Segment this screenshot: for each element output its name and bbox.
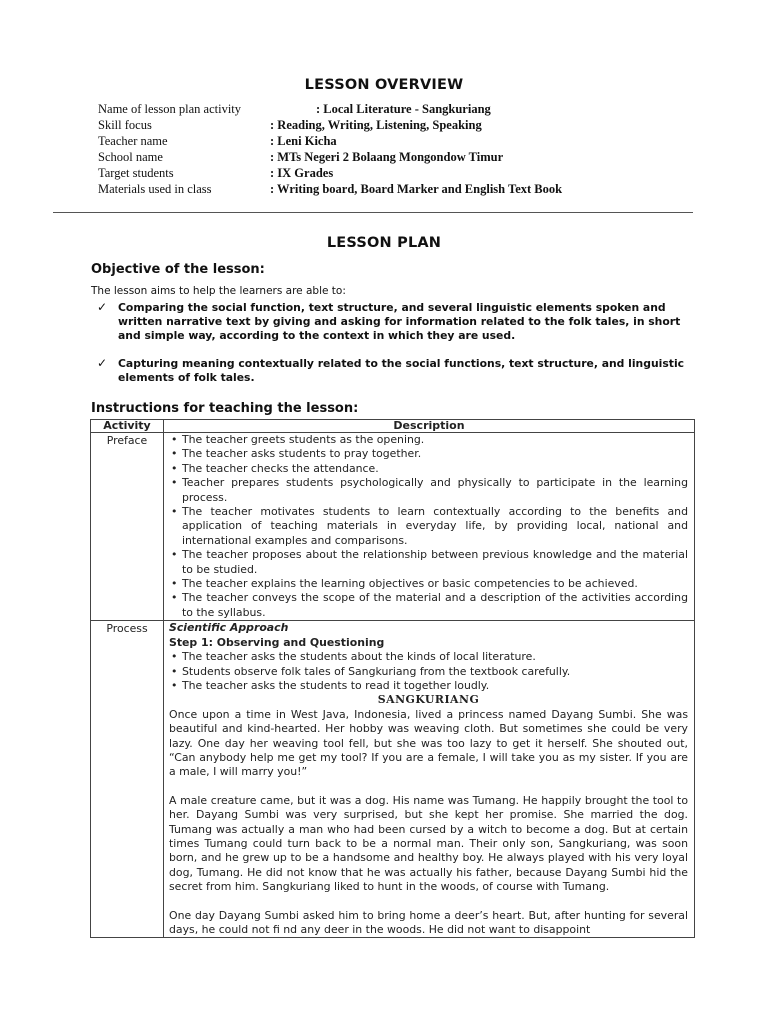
story-paragraph: Once upon a time in West Java, Indonesia, lived a princess named Dayang Sumbi. She was beautiful and kind-hearted. Her hobby was weaving cloth. But sometimes she could be very lazy. One day her weaving tool fell, but she was too lazy to get it herself. She shouted out, “Can anybody help me get my tool? If you are a female, I will take you as my sister. If you are a male, I will marry you!” xyxy=(169,707,688,779)
bullet-icon: • xyxy=(171,505,178,519)
overview-row-school xyxy=(98,149,718,165)
activity-cell: Process xyxy=(91,621,164,938)
section-divider xyxy=(53,212,693,213)
table-row-process xyxy=(91,621,695,938)
preface-list xyxy=(169,433,688,620)
objective-heading: Objective of the lesson: xyxy=(91,262,265,277)
list-item-text: The teacher motivates students to learn contextually according to the benefits and application of teaching materials in everyday life, by providing local, national and international examples and comparisons. xyxy=(182,505,688,547)
list-item xyxy=(169,447,688,461)
list-item xyxy=(169,505,688,548)
aims-intro: The lesson aims to help the learners are able to: xyxy=(91,285,346,297)
bullet-icon: • xyxy=(171,591,178,605)
overview-label: Skill focus xyxy=(98,118,152,132)
overview-label: Target students xyxy=(98,166,174,180)
activity-cell: Preface xyxy=(91,433,164,621)
overview-row-materials xyxy=(98,181,718,197)
objective-text: Comparing the social function, text structure, and several linguistic elements spoken and written narrative text by giving and asking for information related to the folk tales, in short and simple way, according to the context in which they are used. xyxy=(118,301,681,342)
objective-item xyxy=(97,301,697,343)
overview-value: : IX Grades xyxy=(270,166,334,180)
overview-value: : Local Literature - Sangkuriang xyxy=(316,102,491,116)
list-item-text: The teacher proposes about the relationship between previous knowledge and the material to be studied. xyxy=(182,548,688,576)
list-item-text: Teacher prepares students psychologically and physically to participate in the learning process. xyxy=(182,476,688,504)
overview-label: Materials used in class xyxy=(98,182,212,196)
overview-label: School name xyxy=(98,150,163,164)
overview-list xyxy=(98,101,718,197)
overview-row-skill xyxy=(98,117,718,133)
lesson-plan-title: LESSON PLAN xyxy=(326,235,442,251)
bullet-icon: • xyxy=(171,548,178,562)
approach-label: Scientific Approach xyxy=(169,621,289,635)
overview-label: Name of lesson plan activity xyxy=(98,102,242,116)
list-item xyxy=(169,665,688,679)
objective-text: Capturing meaning contextually related to the social functions, text structure, and linguistic elements of folk tales. xyxy=(118,357,685,384)
bullet-icon: • xyxy=(171,678,178,692)
column-header-activity: Activity xyxy=(91,420,164,433)
overview-row-activity xyxy=(98,101,718,117)
list-item xyxy=(169,679,688,693)
list-item-text: The teacher greets students as the opening. xyxy=(182,433,425,446)
bullet-icon: • xyxy=(171,461,178,475)
checkmark-icon: ✓ xyxy=(97,300,108,314)
list-item xyxy=(169,548,688,577)
process-list xyxy=(169,650,688,693)
list-item-text: The teacher conveys the scope of the material and a description of the activities according to the syllabus. xyxy=(182,591,688,619)
step-label: Step 1: Observing and Questioning xyxy=(169,635,385,649)
list-item-text: The teacher asks students to pray together. xyxy=(182,447,422,461)
bullet-icon: • xyxy=(171,664,178,678)
overview-row-target xyxy=(98,165,718,181)
list-item-text: The teacher explains the learning objectives or basic competencies to be achieved. xyxy=(182,577,638,591)
list-item xyxy=(169,577,688,591)
overview-value: : MTs Negeri 2 Bolaang Mongondow Timur xyxy=(270,150,504,164)
overview-value: : Reading, Writing, Listening, Speaking xyxy=(270,118,482,132)
bullet-icon: • xyxy=(171,476,178,490)
list-item xyxy=(169,433,688,447)
overview-value: : Leni Kicha xyxy=(270,134,337,148)
list-item-text: The teacher asks the students about the kinds of local literature. xyxy=(182,650,536,664)
objective-item xyxy=(97,357,697,385)
list-item xyxy=(169,462,688,476)
bullet-icon: • xyxy=(171,650,178,664)
list-item-text: The teacher checks the attendance. xyxy=(182,461,379,475)
story-paragraph: A male creature came, but it was a dog. His name was Tumang. He happily brought the tool to her. Dayang Sumbi was very surprised, but she kept her promise. She married the dog. Tumang was actually a man who had been cursed by a witch to become a dog. But at certain times Tumang could turn back to be a normal man. Their only son, Sangkuriang, was soon born, and he grew up to be a handsome and healthy boy. He always played with his very loyal dog, Tumang. He did not know that he was actually his father, because Dayang Sumbi hid the secret from him. Sangkuriang liked to hunt in the woods, of course with Tumang. xyxy=(169,793,688,894)
overview-row-teacher xyxy=(98,133,718,149)
bullet-icon: • xyxy=(171,577,178,591)
instructions-table xyxy=(90,419,695,938)
list-item xyxy=(169,650,688,664)
list-item-text: The teacher asks the students to read it together loudly. xyxy=(182,678,490,692)
overview-label: Teacher name xyxy=(98,134,168,148)
bullet-icon: • xyxy=(171,433,178,446)
column-header-description: Description xyxy=(164,420,695,433)
objectives-list xyxy=(97,301,697,385)
bullet-icon: • xyxy=(171,447,178,461)
list-item-text: Students observe folk tales of Sangkuriang from the textbook carefully. xyxy=(182,664,571,678)
story-title: SANGKURIANG xyxy=(377,693,480,707)
overview-value: : Writing board, Board Marker and English Text Book xyxy=(270,182,563,196)
lesson-overview-title: LESSON OVERVIEW xyxy=(304,77,464,93)
instructions-heading: Instructions for teaching the lesson: xyxy=(91,401,359,416)
table-header-row xyxy=(91,420,695,433)
checkmark-icon: ✓ xyxy=(97,356,108,370)
story-paragraph: One day Dayang Sumbi asked him to bring home a deer’s heart. But, after hunting for several days, he could not fi nd any deer in the woods. He did not want to disappoint xyxy=(169,908,688,936)
table-row-preface xyxy=(91,433,695,621)
description-cell xyxy=(164,433,695,621)
list-item xyxy=(169,591,688,620)
description-cell xyxy=(164,621,695,938)
list-item xyxy=(169,476,688,505)
